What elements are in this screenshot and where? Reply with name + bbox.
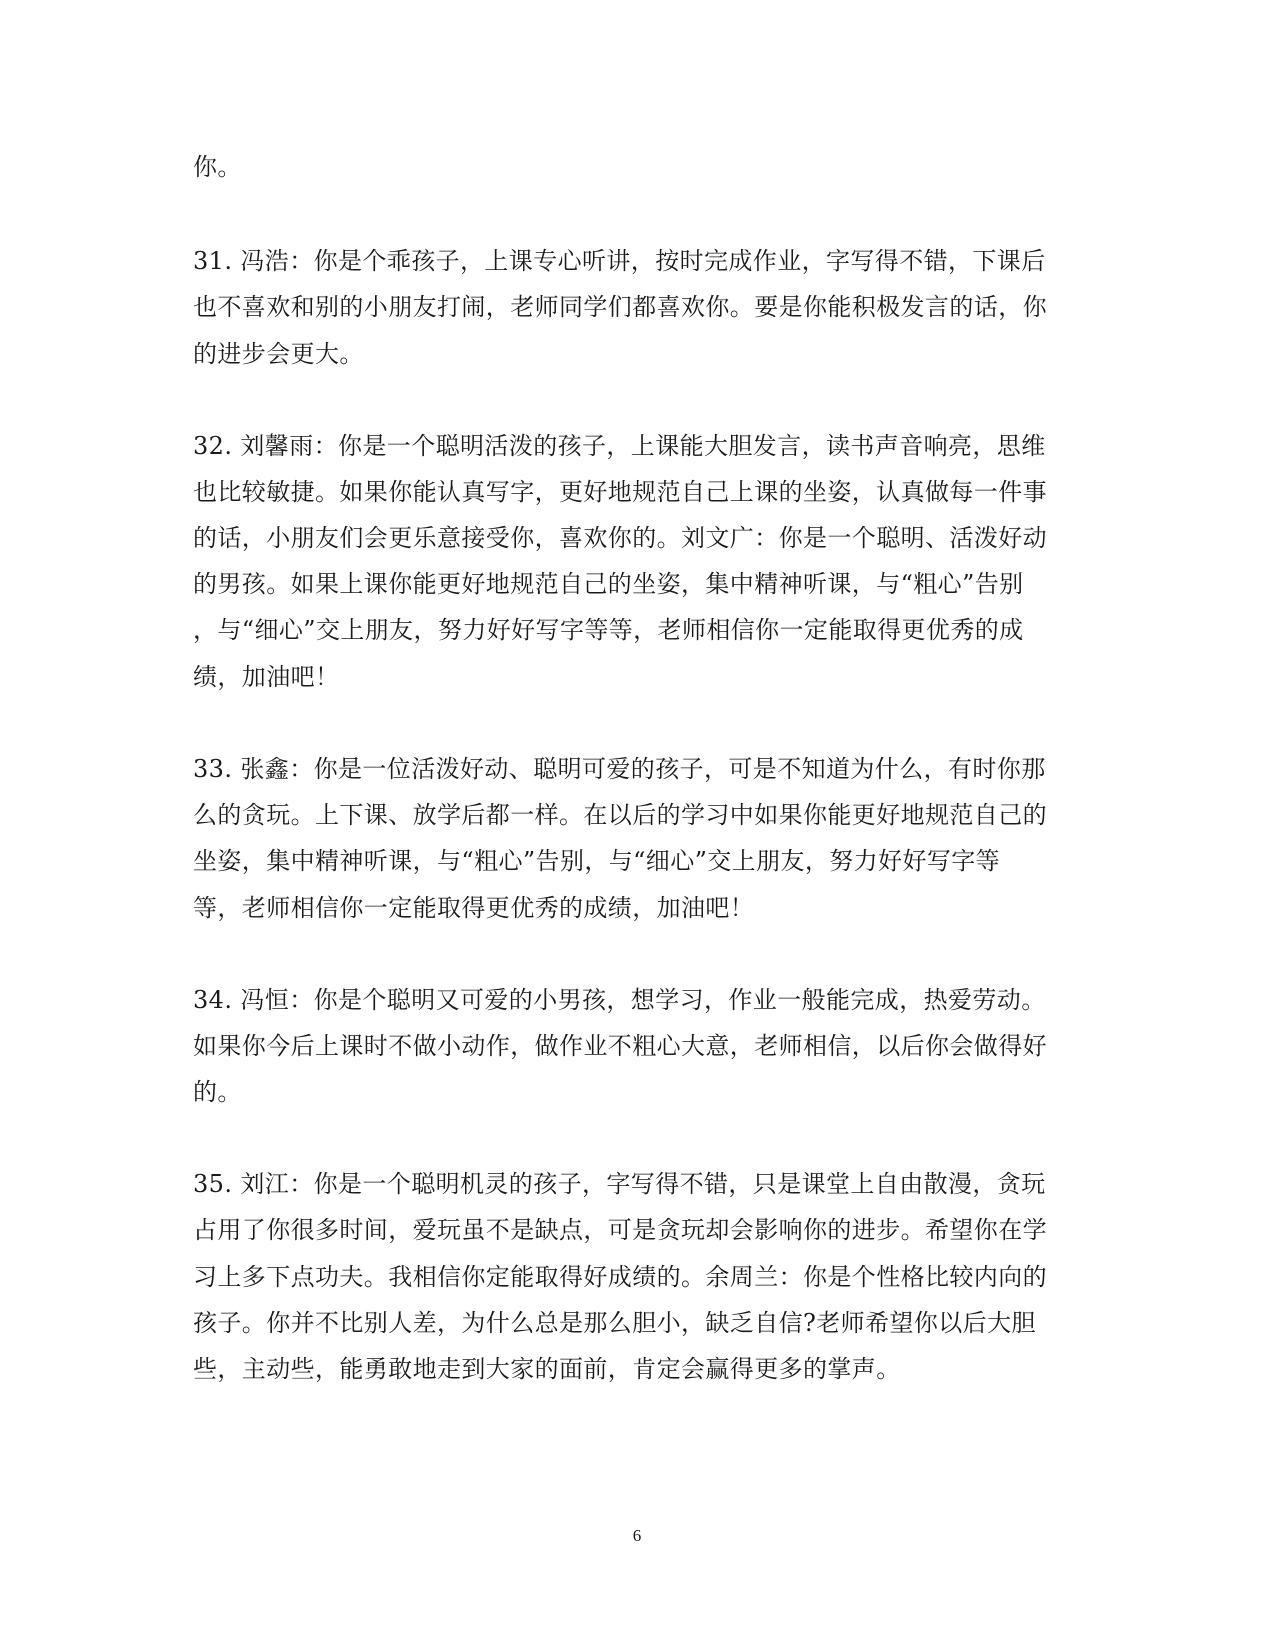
text-line: 习上多下点功夫。我相信你定能取得好成绩的。余周兰：你是个性格比较内向的 xyxy=(193,1263,1047,1291)
text-line: 占用了你很多时间，爱玩虽不是缺点，可是贪玩却会影响你的进步。希望你在学 xyxy=(193,1216,1047,1244)
text-line: 也不喜欢和别的小朋友打闹，老师同学们都喜欢你。要是你能积极发言的话，你 xyxy=(193,293,1047,321)
text-line: 些，主动些，能勇敢地走到大家的面前，肯定会赢得更多的掌声。 xyxy=(193,1355,901,1383)
text-line: 绩，加油吧！ xyxy=(193,663,340,691)
text-line: 么的贪玩。上下课、放学后都一样。在以后的学习中如果你能更好地规范自己的 xyxy=(193,801,1047,829)
text-line: 也比较敏捷。如果你能认真写字，更好地规范自己上课的坐姿，认真做每一件事 xyxy=(193,478,1047,506)
text-line: 33. 张鑫：你是一位活泼好动、聪明可爱的孩子，可是不知道为什么，有时你那 xyxy=(193,755,1046,783)
text-line: 孩子。你并不比别人差，为什么总是那么胆小，缺乏自信?老师希望你以后大胆 xyxy=(193,1309,1036,1337)
text-line: 31. 冯浩：你是个乖孩子，上课专心听讲，按时完成作业，字写得不错，下课后 xyxy=(193,247,1046,275)
text-line: 34. 冯恒：你是个聪明又可爱的小男孩，想学习，作业一般能完成，热爱劳动。 xyxy=(193,986,1046,1014)
text-line: 如果你今后上课时不做小动作，做作业不粗心大意，老师相信，以后你会做得好 xyxy=(193,1032,1047,1060)
text-line: 的话，小朋友们会更乐意接受你，喜欢你的。刘文广：你是一个聪明、活泼好动 xyxy=(193,524,1047,552)
text-line: 32. 刘馨雨：你是一个聪明活泼的孩子，上课能大胆发言，读书声音响亮，思维 xyxy=(193,432,1046,460)
text-line: 你。 xyxy=(193,153,242,181)
text-line: 等，老师相信你一定能取得更优秀的成绩，加油吧！ xyxy=(193,894,755,922)
text-line: 35. 刘江：你是一个聪明机灵的孩子，字写得不错，只是课堂上自由散漫，贪玩 xyxy=(193,1170,1046,1198)
text-line: 坐姿，集中精神听课，与“粗心”告别，与“细心”交上朋友，努力好好写字等 xyxy=(193,847,1001,875)
text-line: 的。 xyxy=(193,1078,242,1106)
text-line: 的进步会更大。 xyxy=(193,340,364,368)
text-line: 的男孩。如果上课你能更好地规范自己的坐姿，集中精神听课，与“粗心”告别 xyxy=(193,570,1024,598)
text-line: ，与“细心”交上朋友，努力好好写字等等，老师相信你一定能取得更优秀的成 xyxy=(193,616,1024,644)
page-number: 6 xyxy=(632,1526,642,1545)
